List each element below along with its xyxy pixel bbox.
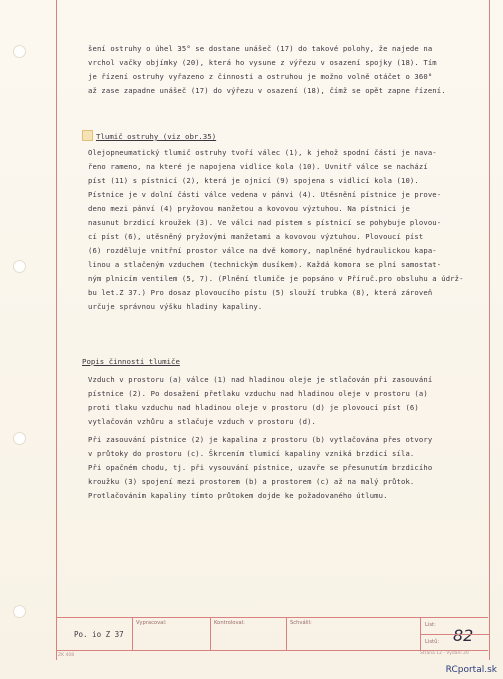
binder-hole [13, 432, 26, 445]
cell-vypracoval [132, 618, 167, 650]
text-line: řeno rameno, na které je napojena vidlice kola (10). Uvnitř válce se nachází [88, 162, 428, 171]
form-stamp: ZK 408 [58, 653, 75, 658]
paragraph-tlumic [88, 146, 472, 314]
page-number: 82 [453, 626, 474, 645]
cell-schvalil [286, 618, 312, 650]
section-heading-popis: Popis činnosti tlumiče [82, 357, 180, 366]
text-line: Olejopneumatický tlumič ostruhy tvoří válec (1), k jehož spodní části je nava- [88, 148, 437, 157]
label-kontroloval: Kontroloval: [214, 620, 245, 626]
site-watermark: RCportal.sk [445, 665, 497, 675]
text-line: bu let.Z 37.) Pro dosaz plovoucího pístu (5) slouží trubka (8), která zároveň [88, 288, 433, 297]
text-line: vytlačován vzhůru a stlačuje vzduch v prostoru (d). [88, 417, 317, 426]
text-line: šení ostruhy o úhel 35° se dostane unášeč (17) do takové polohy, že najede na [88, 44, 433, 53]
binder-hole [13, 45, 26, 58]
text-line: Pístnice je v dolní části válce vedena v pánvi (4). Utěsnění pístnice je prove- [88, 190, 442, 199]
binder-hole [13, 605, 26, 618]
text-line: pístnice (2). Po dosažení přetlaku vzduchu nad hladinou oleje v prostoru (a) [88, 389, 428, 398]
text-line: cí píst (6), utěsněný pryžovými manžetami a kovovou výztuhou. Plovoucí píst [88, 232, 424, 241]
text-line: Protlačováním kapaliny tímto průtokem dojde ke požadovaného útlumu. [88, 491, 388, 500]
label-vypracoval: Vypracoval: [136, 620, 167, 626]
text-line: Při zasouvání pístnice (2) je kapalina z prostoru (b) vytlačována přes otvory [88, 435, 433, 444]
paragraph-intro [88, 42, 472, 98]
text-line: proti tlaku vzduchu nad hladinou oleje v prostoru (d) je plovoucí píst (6) [88, 403, 419, 412]
paragraph-popis [88, 373, 472, 503]
binder-hole [13, 260, 26, 273]
text-line: Vzduch v prostoru (a) válce (1) nad hladinou oleje je stlačován při zasouvání [88, 375, 433, 384]
text-line: linou a stlačeným vzduchem (technickým dusíkem). Každá komora se plní samostat- [88, 260, 442, 269]
label-list: List: [425, 622, 436, 628]
text-line: až zase zapadne unášeč (17) do výřezu v osazení (18), čímž se opět zapne řízení. [88, 86, 446, 95]
text-line: nasunut brzdicí kroužek (3). Ve válci nad pístem s pístnicí se pohybuje plovou- [88, 218, 442, 227]
text-line: ným plnicím ventilem (5, 7). (Plnění tlumiče je popsáno v Příruč.pro obsluhu a údrž- [88, 274, 464, 283]
label-listu: Listů: [425, 639, 440, 645]
text-line: (6) rozděluje vnitřní prostor válce na dvě komory, naplněné hydraulickou kapa- [88, 246, 437, 255]
highlight-mark-icon [82, 130, 93, 141]
edition-stamp: Strana 12 · Vydání 20 [420, 651, 469, 656]
text-line: je řízení ostruhy vyřazeno z činnosti a ostruhou je možno volně otáčet o 360° [88, 72, 433, 81]
cell-divider [421, 634, 489, 635]
page-frame [56, 0, 490, 660]
text-line: Při opačném chodu, tj. při vysouvání pístnice, uzavře se přesunutím brzdicího [88, 463, 433, 472]
label-schvalil: Schválil: [290, 620, 312, 626]
text-line: deno mezi pánví (4) pryžovou manžetou a kovovou výztuhou. Na pístnici je [88, 204, 410, 213]
title-block [56, 617, 488, 651]
text-line: v průtoky do prostoru (c). Škrcením tlumicí kapaliny vzniká brzdicí síla. [88, 449, 415, 458]
text-line: vrchol vačky objímky (20), která ho vysune z výřezu v osazení spojky (18). Tím [88, 58, 437, 67]
text-line: píst (11) s pístnicí (2), která je ojnicí (9) spojena s vidlicí kola (10). [88, 176, 419, 185]
section-heading-tlumic: Tlumič ostruhy (viz obr.35) [82, 130, 216, 141]
text-line: kroužku (3) spojení mezi prostorem (b) a prostorem (c) až na malý průtok. [88, 477, 415, 486]
cell-list [420, 618, 489, 650]
cell-kontroloval [210, 618, 245, 650]
text-line: určuje správnou výšku hladiny kapaliny. [88, 302, 263, 311]
aircraft-model: Po. io Z 37 [74, 630, 124, 639]
